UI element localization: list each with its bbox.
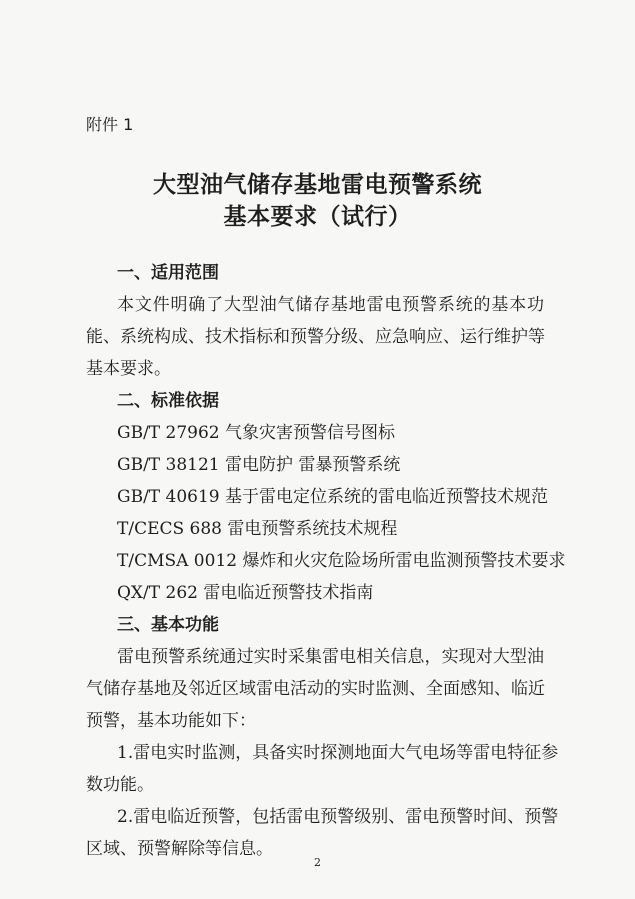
attachment-label: 附件 1 [86,115,134,134]
section3-intro-line: 雷电预警系统通过实时采集雷电相关信息，实现对大型油 [117,647,544,667]
section1-para-line: 能、系统构成、技术指标和预警分级、应急响应、运行维护等 [86,327,545,347]
document-title-line1: 大型油气储存基地雷电预警系统 [153,172,482,198]
section1-para-line: 基本要求。 [86,359,171,379]
function-item2-line: 区域、预警解除等信息。 [86,839,273,859]
section3-intro-line: 预警，基本功能如下： [86,711,256,731]
standard-item: GB/T 38121 雷电防护 雷暴预警系统 [117,455,401,475]
standard-item: GB/T 40619 基于雷电定位系统的雷电临近预警技术规范 [117,487,549,507]
function-item1-line: 1.雷电实时监测，具备实时探测地面大气电场等雷电特征参 [117,743,559,763]
section1-heading: 一、适用范围 [117,263,219,283]
document-title-line2: 基本要求（试行） [223,204,412,230]
section3-heading: 三、基本功能 [117,615,219,635]
section3-intro-line: 气储存基地及邻近区域雷电活动的实时监测、全面感知、临近 [86,679,545,699]
page-number: 2 [314,856,321,869]
function-item1-line: 数功能。 [86,775,154,795]
standard-item: T/CMSA 0012 爆炸和火灾危险场所雷电监测预警技术要求 [117,551,566,571]
section1-para-line: 本文件明确了大型油气储存基地雷电预警系统的基本功 [117,295,544,315]
standard-item: GB/T 27962 气象灾害预警信号图标 [117,423,396,443]
standard-item: T/CECS 688 雷电预警系统技术规程 [117,519,398,539]
standard-item: QX/T 262 雷电临近预警技术指南 [117,583,374,603]
section2-heading: 二、标准依据 [117,391,219,411]
function-item2-line: 2.雷电临近预警，包括雷电预警级别、雷电预警时间、预警 [117,807,559,827]
